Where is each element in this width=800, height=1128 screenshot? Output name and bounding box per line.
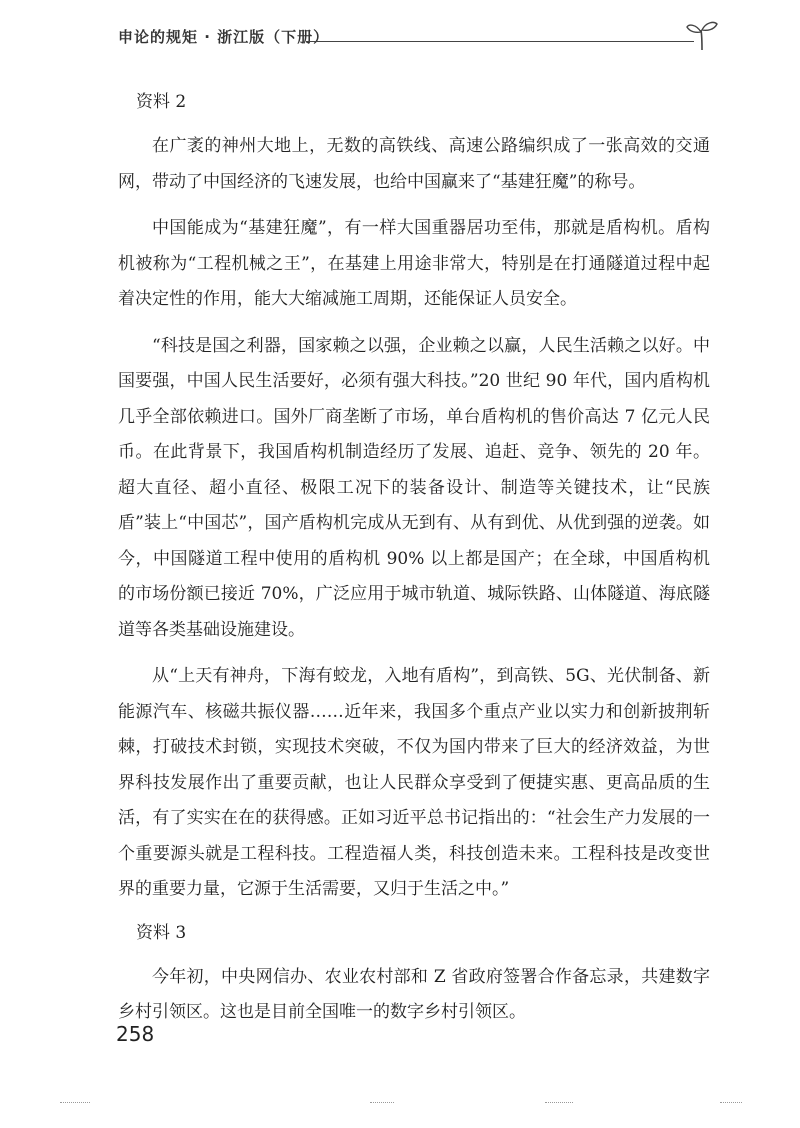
scan-artifact: [60, 1102, 90, 1103]
scan-artifact: [370, 1102, 394, 1103]
scan-artifact: [720, 1102, 742, 1103]
body-paragraph: “科技是国之利器，国家赖之以强，企业赖之以赢，人民生活赖之以好。中国要强，中国人民生活要好，必须有强大科技。”20 世纪 90 年代，国内盾构机几乎全部依赖进口。国外厂商垄断了市场，单台盾构机的售价高达 7 亿元人民币。在此背景下，我国盾构机制造经历了发展、追赶、竞争、领先的 20 年。超大直径、超小直径、极限工况下的装备设计、制造等关键技术，让“民族盾”装上“中国芯”，国产盾构机完成从无到有、从有到优、从优到强的逆袭。如今，中国隧道工程中使用的盾构机 90% 以上都是国产；在全球，中国盾构机的市场份额已接近 70%，广泛应用于城市轨道、城际铁路、山体隧道、海底隧道等各类基础设施建设。: [118, 335, 710, 640]
header-title: 申论的规矩 · 浙江版（下册）: [118, 28, 330, 46]
body-paragraph: 今年初，中央网信办、农业农村部和 Z 省政府签署合作备忘录，共建数字乡村引领区。这也是目前全国唯一的数字乡村引领区。: [118, 966, 710, 1022]
sprout-icon: [684, 18, 720, 52]
scan-artifact: [545, 1102, 573, 1103]
page-content: [118, 88, 710, 1042]
header-rule: [306, 41, 694, 42]
section-label: 资料 3: [136, 922, 187, 943]
body-paragraph: 在广袤的神州大地上，无数的高铁线、高速公路编织成了一张高效的交通网，带动了中国经济的飞速发展，也给中国赢来了“基建狂魔”的称号。: [118, 136, 710, 192]
body-paragraph: 从“上天有神舟，下海有蛟龙，入地有盾构”，到高铁、5G、光伏制备、新能源汽车、核磁共振仪器……近年来，我国多个重点产业以实力和创新披荆斩棘，打破技术封锁，实现技术突破，不仅为国内带来了巨大的经济效益，为世界科技发展作出了重要贡献，也让人民群众享受到了便捷实惠、更高品质的生活，有了实实在在的获得感。正如习近平总书记指出的：“社会生产力发展的一个重要源头就是工程科技。工程造福人类，科技创造未来。工程科技是改变世界的重要力量，它源于生活需要，又归于生活之中。”: [118, 666, 710, 899]
page-number: 258: [116, 1022, 155, 1046]
running-header: [118, 26, 718, 50]
section-label: 资料 2: [136, 92, 187, 112]
body-paragraph: 中国能成为“基建狂魔”，有一样大国重器居功至伟，那就是盾构机。盾构机被称为“工程机械之王”，在基建上用途非常大，特别是在打通隧道过程中起着决定性的作用，能大大缩减施工周期，还能保证人员安全。: [118, 218, 710, 309]
